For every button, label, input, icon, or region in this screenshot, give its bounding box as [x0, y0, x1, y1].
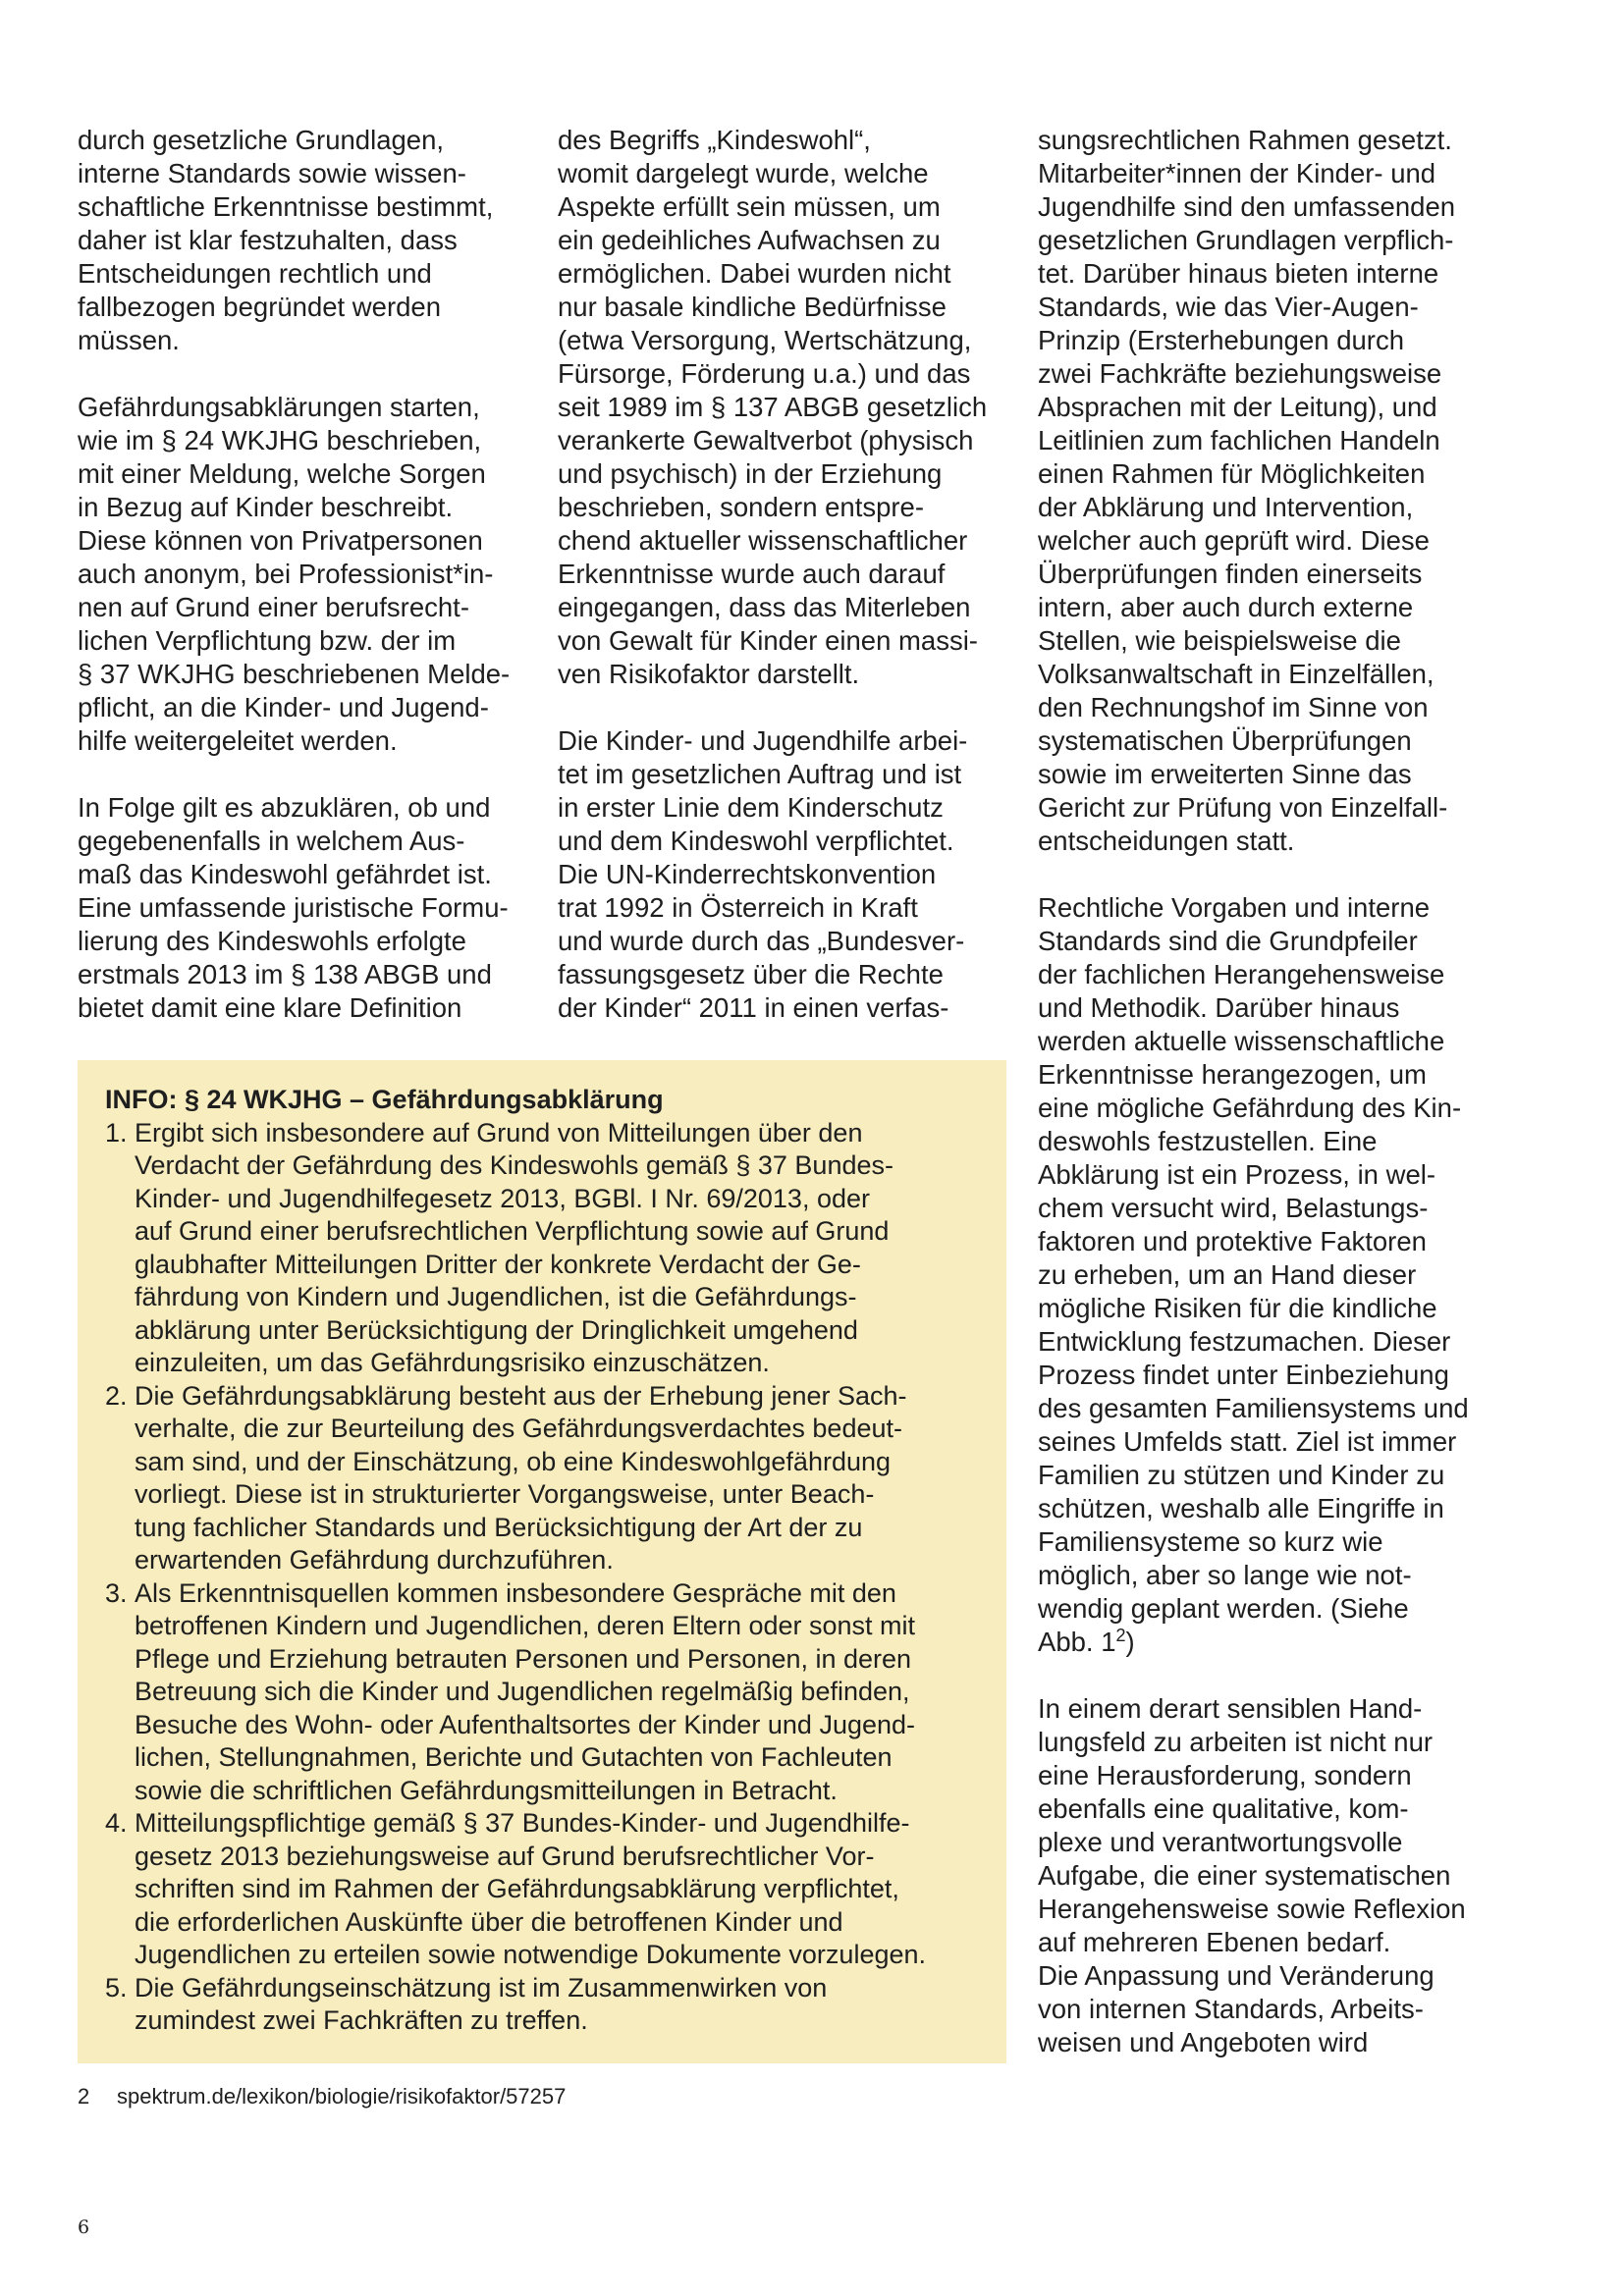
text-line: und Methodik. Darüber hinaus	[1038, 992, 1400, 1023]
info-box-gefaehrdungsabklaerung	[78, 1060, 1006, 2063]
text-line: welcher auch geprüft wird. Diese	[1038, 525, 1430, 556]
paragraph-sensitive-field	[1038, 1692, 1509, 1959]
text-line: Leitlinien zum fachlichen Handeln	[1038, 425, 1440, 455]
text-line: zumindest zwei Fachkräften zu treffen.	[135, 2005, 588, 2035]
text-line: von internen Standards, Arbeits-	[1038, 1994, 1424, 2024]
footnote	[78, 2083, 566, 2110]
text-line: in Bezug auf Kinder beschreibt.	[78, 492, 454, 522]
text-line: erwartenden Gefährdung durchzuführen.	[135, 1545, 614, 1575]
footnote-number: 2	[78, 2084, 90, 2109]
text-line: durch gesetzliche Grundlagen,	[78, 125, 445, 155]
text-line: schriften sind im Rahmen der Gefährdungsabklärung verpflichtet,	[135, 1874, 899, 1903]
text-line: lierung des Kindeswohls erfolgte	[78, 926, 466, 956]
text-line: trat 1992 in Österreich in Kraft	[558, 892, 918, 923]
text-line: Gericht zur Prüfung von Einzelfall-	[1038, 792, 1448, 823]
text-line: womit dargelegt wurde, welche	[558, 158, 929, 188]
text-line: weisen und Angeboten wird	[1038, 2027, 1369, 2057]
paragraph	[558, 124, 1009, 691]
text-line: und dem Kindeswohl verpflichtet.	[558, 826, 954, 856]
info-box-title: INFO: § 24 WKJHG – Gefährdungsabklärung	[105, 1085, 664, 1114]
text-line: Die Kinder- und Jugendhilfe arbei-	[558, 725, 968, 756]
text-line: den Rechnungshof im Sinne von	[1038, 692, 1429, 722]
text-line: Kinder- und Jugendhilfegesetz 2013, BGBl. I Nr. 69/2013, oder	[135, 1183, 870, 1213]
text-line: ermöglichen. Dabei wurden nicht	[558, 258, 951, 289]
text-line: Herangehensweise sowie Reflexion	[1038, 1894, 1466, 1924]
text-line: plexe und verantwortungsvolle	[1038, 1827, 1403, 1857]
text-line: erstmals 2013 im § 138 ABGB und	[78, 959, 492, 989]
text-line: zu erheben, um an Hand dieser	[1038, 1259, 1417, 1290]
text-line: Erkenntnisse wurde auch darauf	[558, 559, 946, 589]
text-line: betroffenen Kindern und Jugendlichen, deren Eltern oder sonst mit	[135, 1611, 916, 1640]
text-line: verhalte, die zur Beurteilung des Gefährdungsverdachtes bedeut-	[135, 1414, 902, 1443]
text-line: Entwicklung festzumachen. Dieser	[1038, 1326, 1451, 1357]
text-line: In einem derart sensiblen Hand-	[1038, 1693, 1423, 1724]
text-line: ebenfalls eine qualitative, kom-	[1038, 1793, 1409, 1824]
text-line: Eine umfassende juristische Formu-	[78, 892, 509, 923]
footnote-reference: 2	[1115, 1626, 1126, 1645]
text-line: daher ist klar festzuhalten, dass	[78, 225, 458, 255]
text-line: eine Herausforderung, sondern	[1038, 1760, 1412, 1790]
text-line: nen auf Grund einer berufsrecht-	[78, 592, 469, 622]
text-column-middle	[558, 124, 1009, 1025]
paragraph	[78, 791, 529, 1025]
info-list-number: 4.	[105, 1808, 128, 1838]
text-line: Besuche des Wohn- oder Aufenthaltsortes der Kinder und Jugend-	[135, 1709, 916, 1739]
paragraph-standards-adjustment	[1038, 1959, 1509, 2059]
info-list-item	[105, 1380, 981, 1577]
text-line: Überprüfungen finden einerseits	[1038, 559, 1423, 589]
text-line: der fachlichen Herangehensweise	[1038, 959, 1445, 989]
text-line: müssen.	[78, 325, 180, 355]
text-line: verankerte Gewaltverbot (physisch	[558, 425, 974, 455]
paragraph	[78, 124, 529, 357]
info-list-item	[105, 1972, 981, 2038]
text-line: lichen Verpflichtung bzw. der im	[78, 625, 457, 656]
info-list-item	[105, 1117, 981, 1380]
text-line: auch anonym, bei Professionist*in-	[78, 559, 494, 589]
text-line: des Begriffs „Kindeswohl“,	[558, 125, 871, 155]
text-line: sungsrechtlichen Rahmen gesetzt.	[1038, 125, 1452, 155]
text-line: Jugendhilfe sind den umfassenden	[1038, 191, 1456, 222]
text-line: mit einer Meldung, welche Sorgen	[78, 458, 486, 489]
text-line: Mitteilungspflichtige gemäß § 37 Bundes-Kinder- und Jugendhilfe-	[135, 1808, 910, 1838]
text-line: tet. Darüber hinaus bieten interne	[1038, 258, 1439, 289]
text-line: glaubhafter Mitteilungen Dritter der konkrete Verdacht der Ge-	[135, 1249, 861, 1279]
text-line: Familien zu stützen und Kinder zu	[1038, 1460, 1445, 1490]
text-line: fassungsgesetz über die Rechte	[558, 959, 944, 989]
text-line: pflicht, an die Kinder- und Jugend-	[78, 692, 489, 722]
paragraph	[78, 391, 529, 758]
text-line: wendig geplant werden. (Siehe	[1038, 1593, 1409, 1624]
text-line: Fürsorge, Förderung u.a.) und das	[558, 358, 971, 389]
text-line: und psychisch) in der Erziehung	[558, 458, 943, 489]
text-line: Standards sind die Grundpfeiler	[1038, 926, 1418, 956]
text-line: Als Erkenntnisquellen kommen insbesondere Gespräche mit den	[135, 1577, 896, 1608]
text-line: möglich, aber so lange wie not-	[1038, 1560, 1412, 1590]
text-line: abklärung unter Berücksichtigung der Dringlichkeit umgehend	[135, 1314, 858, 1345]
text-line-with-footnote-ref	[1038, 1626, 1509, 1659]
text-column-right	[1038, 124, 1509, 2059]
text-line: schützen, weshalb alle Eingriffe in	[1038, 1493, 1444, 1523]
text-line: seit 1989 im § 137 ABGB gesetzlich	[558, 392, 988, 422]
text-line: tet im gesetzlichen Auftrag und ist	[558, 759, 962, 789]
text-line: maß das Kindeswohl gefährdet ist.	[78, 859, 492, 889]
text-line: eingegangen, dass das Miterleben	[558, 592, 971, 622]
text-fragment: )	[1125, 1627, 1135, 1657]
text-line: auf Grund einer berufsrechtlichen Verpflichtung sowie auf Grund	[135, 1216, 890, 1246]
info-list-item	[105, 1577, 981, 1808]
text-line: in erster Linie dem Kinderschutz	[558, 792, 944, 823]
paragraph-legal-requirements	[1038, 891, 1509, 1659]
info-list-item	[105, 1807, 981, 1972]
text-line: Aspekte erfüllt sein müssen, um	[558, 191, 941, 222]
text-line: des gesamten Familiensystems und	[1038, 1393, 1469, 1423]
text-line: sowie im erweiterten Sinne das	[1038, 759, 1412, 789]
text-line: einzuleiten, um das Gefährdungsrisiko einzuschätzen.	[135, 1348, 770, 1377]
text-line: gesetzlichen Grundlagen verpflich-	[1038, 225, 1454, 255]
text-line: eine mögliche Gefährdung des Kin-	[1038, 1093, 1462, 1123]
text-line: nur basale kindliche Bedürfnisse	[558, 292, 947, 322]
text-line: deswohls festzustellen. Eine	[1038, 1126, 1378, 1156]
text-line: interne Standards sowie wissen-	[78, 158, 466, 188]
text-line: mögliche Risiken für die kindliche	[1038, 1293, 1437, 1323]
text-line: hilfe weitergeleitet werden.	[78, 725, 398, 756]
text-line: von Gewalt für Kinder einen massi-	[558, 625, 978, 656]
text-line: Die Gefährdungsabklärung besteht aus der Erhebung jener Sach-	[135, 1380, 907, 1411]
text-line: auf mehreren Ebenen bedarf.	[1038, 1927, 1391, 1957]
text-line: der Kinder“ 2011 in einen verfas-	[558, 992, 949, 1023]
text-line: tung fachlicher Standards und Berücksichtigung der Art der zu	[135, 1512, 863, 1542]
info-list-number: 5.	[105, 1972, 128, 2002]
text-line: Die Gefährdungseinschätzung ist im Zusammenwirken von	[135, 1972, 828, 2002]
text-line: der Abklärung und Intervention,	[1038, 492, 1414, 522]
text-line: werden aktuelle wissenschaftliche	[1038, 1026, 1445, 1056]
text-line: Ergibt sich insbesondere auf Grund von Mitteilungen über den	[135, 1117, 863, 1148]
text-line: In Folge gilt es abzuklären, ob und	[78, 792, 491, 823]
text-line: die erforderlichen Auskünfte über die betroffenen Kinder und	[135, 1906, 843, 1937]
text-line: intern, aber auch durch externe	[1038, 592, 1414, 622]
text-column-left	[78, 124, 529, 1025]
text-line: Gefährdungsabklärungen starten,	[78, 392, 480, 422]
info-list-number: 1.	[105, 1117, 128, 1148]
info-box-list	[105, 1117, 981, 2038]
text-line: zwei Fachkräfte beziehungsweise	[1038, 358, 1442, 389]
paragraph-legal-framework	[1038, 124, 1509, 858]
text-line: fährdung von Kindern und Jugendlichen, ist die Gefährdungs-	[135, 1282, 857, 1311]
text-line: Jugendlichen zu erteilen sowie notwendige Dokumente vorzulegen.	[135, 1940, 927, 1969]
text-line: Verdacht der Gefährdung des Kindeswohls gemäß § 37 Bundes-	[135, 1150, 893, 1180]
text-line: sam sind, und der Einschätzung, ob eine Kindeswohlgefährdung	[135, 1446, 892, 1476]
text-line: faktoren und protektive Faktoren	[1038, 1226, 1427, 1256]
text-line: Stellen, wie beispielsweise die	[1038, 625, 1401, 656]
page-number: 6	[78, 2216, 90, 2238]
text-line: sowie die schriftlichen Gefährdungsmitteilungen in Betracht.	[135, 1775, 838, 1805]
text-line: Volksanwaltschaft in Einzelfällen,	[1038, 659, 1435, 689]
text-line: einen Rahmen für Möglichkeiten	[1038, 458, 1426, 489]
text-line: wie im § 24 WKJHG beschrieben,	[78, 425, 482, 455]
text-line: beschrieben, sondern entspre-	[558, 492, 925, 522]
text-line: Abklärung ist ein Prozess, in wel-	[1038, 1159, 1436, 1190]
text-line: Prozess findet unter Einbeziehung	[1038, 1360, 1449, 1390]
text-line: Entscheidungen rechtlich und	[78, 258, 432, 289]
text-line: Prinzip (Ersterhebungen durch	[1038, 325, 1404, 355]
text-line: Absprachen mit der Leitung), und	[1038, 392, 1437, 422]
text-line: bietet damit eine klare Definition	[78, 992, 462, 1023]
text-line: schaftliche Erkenntnisse bestimmt,	[78, 191, 494, 222]
info-list-number: 2.	[105, 1380, 128, 1411]
footnote-link[interactable]: spektrum.de/lexikon/biologie/risikofaktor/57257	[117, 2084, 567, 2109]
text-line: ven Risikofaktor darstellt.	[558, 659, 860, 689]
text-line: chem versucht wird, Belastungs-	[1038, 1193, 1429, 1223]
text-line: fallbezogen begründet werden	[78, 292, 442, 322]
text-line: und wurde durch das „Bundesver-	[558, 926, 965, 956]
text-line: chend aktueller wissenschaftlicher	[558, 525, 968, 556]
text-line: Die Anpassung und Veränderung	[1038, 1960, 1435, 1991]
text-line: Die UN-Kinderrechtskonvention	[558, 859, 937, 889]
text-line: Betreuung sich die Kinder und Jugendlichen regelmäßig befinden,	[135, 1677, 910, 1706]
text-line: systematischen Überprüfungen	[1038, 725, 1412, 756]
text-line: Pflege und Erziehung betrauten Personen und Personen, in deren	[135, 1643, 912, 1674]
text-line: entscheidungen statt.	[1038, 826, 1295, 856]
info-list-number: 3.	[105, 1577, 128, 1608]
text-line: Mitarbeiter*innen der Kinder- und	[1038, 158, 1436, 188]
text-line: gegebenenfalls in welchem Aus-	[78, 826, 465, 856]
text-line: Erkenntnisse herangezogen, um	[1038, 1059, 1427, 1090]
text-line: vorliegt. Diese ist in strukturierter Vorgangsweise, unter Beach-	[135, 1479, 875, 1509]
text-line: (etwa Versorgung, Wertschätzung,	[558, 325, 972, 355]
text-line: gesetz 2013 beziehungsweise auf Grund berufsrechtlicher Vor-	[135, 1841, 875, 1871]
text-line: lungsfeld zu arbeiten ist nicht nur	[1038, 1727, 1434, 1757]
text-line: seines Umfelds statt. Ziel ist immer	[1038, 1426, 1457, 1457]
text-line: Rechtliche Vorgaben und interne	[1038, 892, 1431, 923]
text-line: Familiensysteme so kurz wie	[1038, 1526, 1383, 1557]
text-fragment: Abb. 1	[1038, 1627, 1116, 1657]
paragraph	[558, 724, 1009, 1025]
text-line: Diese können von Privatpersonen	[78, 525, 483, 556]
text-line: § 37 WKJHG beschriebenen Melde-	[78, 659, 511, 689]
text-line: Standards, wie das Vier-Augen-	[1038, 292, 1419, 322]
text-line: Aufgabe, die einer systematischen	[1038, 1860, 1451, 1891]
text-line: lichen, Stellungnahmen, Berichte und Gutachten von Fachleuten	[135, 1742, 893, 1772]
text-line: ein gedeihliches Aufwachsen zu	[558, 225, 941, 255]
